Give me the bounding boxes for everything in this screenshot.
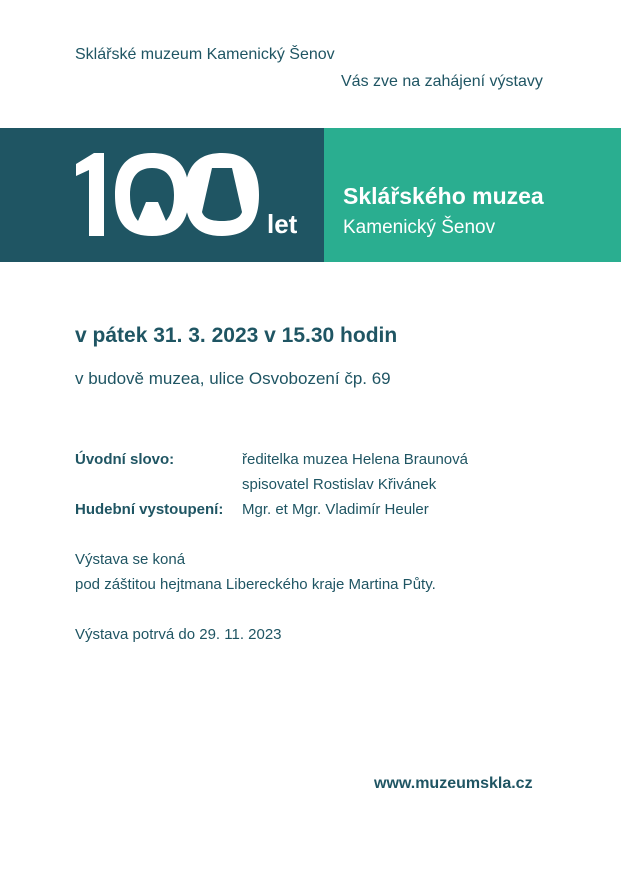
patronage-line: pod záštitou hejtmana Libereckého kraje Martina Půty.: [75, 576, 436, 593]
website-link[interactable]: www.muzeumskla.cz: [374, 775, 533, 792]
event-venue: v budově muzea, ulice Osvobození čp. 69: [75, 369, 391, 388]
museum-name: Sklářské muzeum Kamenický Šenov: [75, 46, 335, 63]
hundred-logo-graphic: [72, 150, 262, 240]
banner-subtitle: Kamenický Šenov: [343, 217, 496, 238]
years-label: let: [267, 209, 298, 239]
invitation-text: Vás zve na zahájení výstavy: [341, 73, 543, 90]
opening-speaker: spisovatel Rostislav Křivánek: [242, 476, 437, 493]
event-date: v pátek 31. 3. 2023 v 15.30 hodin: [75, 324, 398, 347]
digit-zero-glass-shape: [115, 153, 189, 236]
exhibition-duration: Výstava potrvá do 29. 11. 2023: [75, 626, 282, 643]
music-label: Hudební vystoupení:: [75, 501, 224, 518]
digit-zero-cup-shape: [185, 153, 259, 236]
music-performer: Mgr. et Mgr. Vladimír Heuler: [242, 501, 429, 518]
patronage-line: Výstava se koná: [75, 551, 186, 568]
banner-title: Sklářského muzea: [343, 183, 544, 209]
opening-speaker: ředitelka muzea Helena Braunová: [242, 451, 468, 468]
digit-one-shape: [76, 153, 104, 236]
opening-label: Úvodní slovo:: [75, 451, 175, 468]
